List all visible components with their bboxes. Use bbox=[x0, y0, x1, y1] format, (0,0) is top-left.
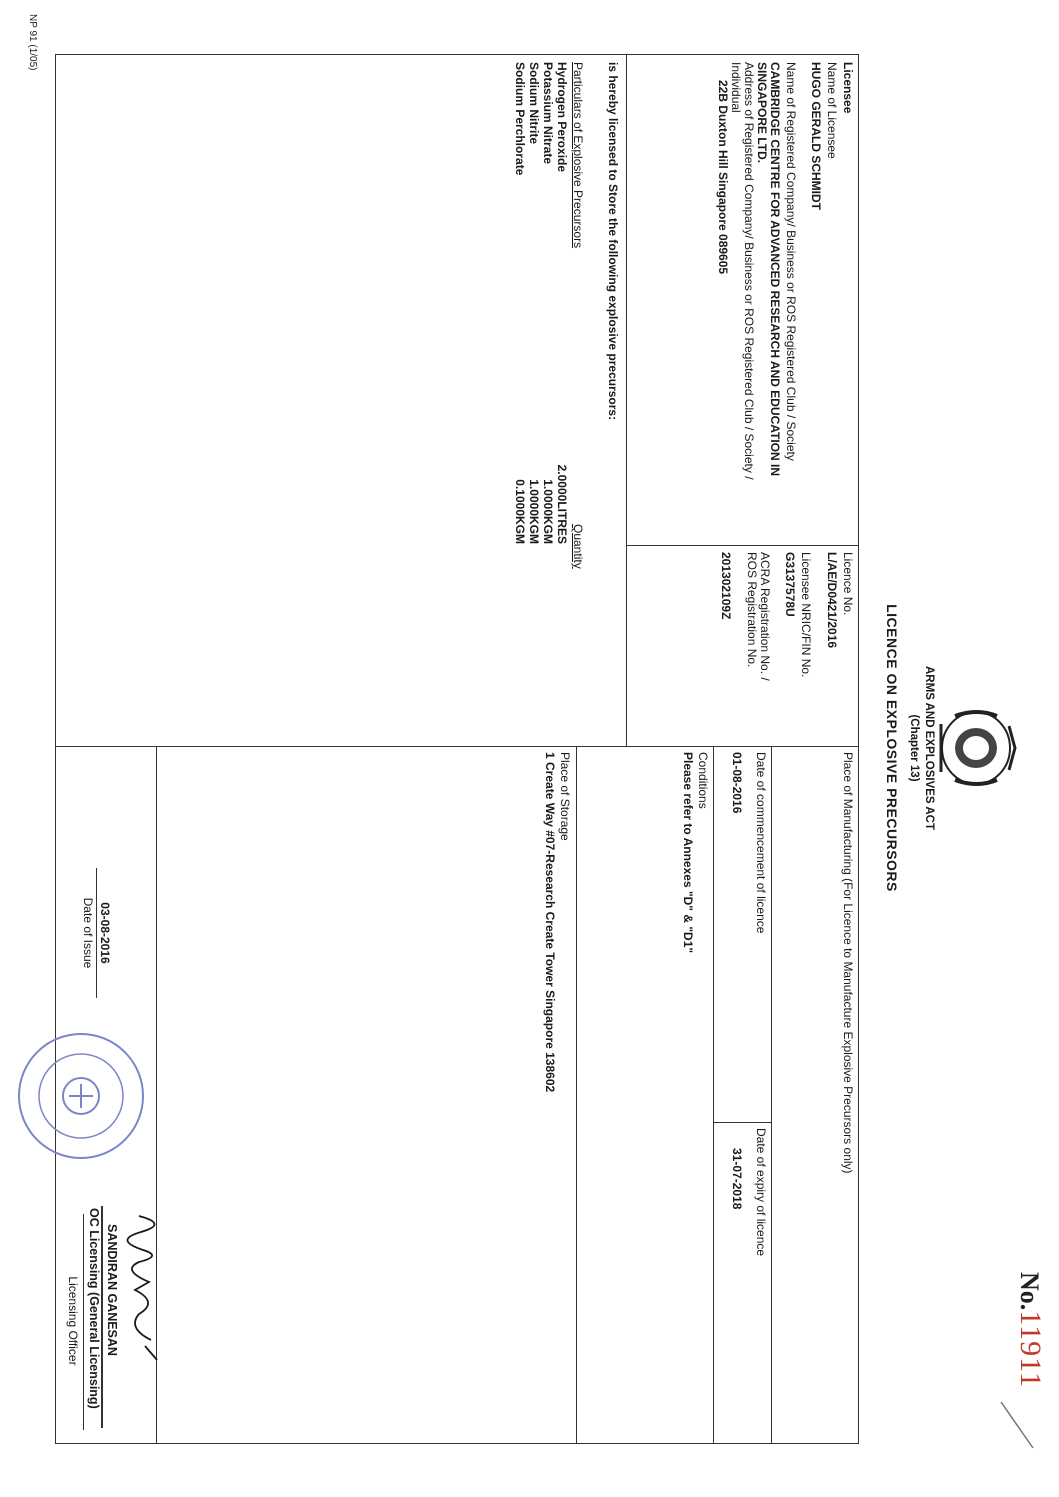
table-border-left bbox=[56, 54, 859, 55]
licensee-section-label: Licensee bbox=[841, 62, 855, 114]
precursor-name: Hydrogen Peroxide bbox=[555, 62, 569, 173]
row-divider-conditions bbox=[576, 746, 577, 1443]
precursor-quantity: 0.1000KGM bbox=[513, 479, 527, 544]
page-title: LICENCE ON EXPLOSIVE PRECURSORS bbox=[884, 604, 900, 892]
conditions-label: Conditions bbox=[696, 752, 710, 809]
col-divider-middle bbox=[56, 746, 859, 747]
quantity-header: Quantity bbox=[571, 524, 585, 569]
serial-prefix: No. bbox=[1015, 1272, 1044, 1311]
storage-intro: is hereby licensed to Store the following explosive precursors: bbox=[606, 62, 620, 421]
expiry-value: 31-07-2018 bbox=[730, 1148, 744, 1210]
acra-label-line2: ROS Registration No. bbox=[745, 552, 759, 668]
licence-no-label: Licence No. bbox=[841, 552, 855, 616]
chapter-title: (Chapter 13) bbox=[908, 714, 920, 782]
conditions-value: Please refer to Annexes "D" & "D1" bbox=[681, 752, 695, 954]
precursor-quantity: 2.0000LITRES bbox=[555, 464, 569, 544]
col-divider-licensee bbox=[627, 545, 859, 546]
manufacturing-label: Place of Manufacturing (For Licence to Manufacture Explosive Precursors only) bbox=[841, 752, 855, 1174]
commencement-value: 01-08-2016 bbox=[730, 752, 744, 814]
officer-name: SANDIRAN GANESAN bbox=[105, 1224, 119, 1356]
nric-value: G3137578U bbox=[783, 552, 797, 617]
table-border-bottom bbox=[55, 54, 56, 1444]
precursor-name: Sodium Nitrite bbox=[527, 62, 541, 145]
precursor-name: Sodium Perchlorate bbox=[513, 62, 527, 176]
signature-icon bbox=[109, 1210, 179, 1370]
acra-value: 201302109Z bbox=[719, 552, 733, 620]
issue-date-underline bbox=[96, 868, 97, 998]
licensee-name-value: HUGO GERALD SCHMIDT bbox=[809, 62, 823, 210]
expiry-label: Date of expiry of licence bbox=[754, 1128, 768, 1257]
serial-number-value: 11911 bbox=[1014, 1310, 1047, 1389]
serial-number bbox=[1013, 1272, 1047, 1388]
issue-date-label: Date of Issue bbox=[81, 897, 95, 969]
role-underline bbox=[83, 1214, 84, 1430]
police-stamp-icon bbox=[15, 1030, 147, 1162]
particulars-header: Particulars of Explosive Precursors bbox=[571, 62, 585, 249]
licence-no-value: L/AE/D0421/2016 bbox=[825, 552, 839, 649]
company-label: Name of Registered Company/ Business or ROS Registered Club / Society bbox=[784, 62, 798, 461]
form-code: NP 91 (1/05) bbox=[27, 14, 38, 71]
licensee-name-label: Name of Licensee bbox=[825, 62, 839, 159]
address-value: 22B Duxton Hill Singapore 089605 bbox=[716, 80, 730, 275]
pen-mark-icon bbox=[997, 1400, 1037, 1460]
act-title: ARMS AND EXPLOSIVES ACT bbox=[923, 666, 935, 830]
acra-label-line1: ACRA Registration No. / bbox=[758, 552, 772, 681]
state-crest-icon bbox=[935, 706, 1017, 790]
signature-underline bbox=[101, 1206, 103, 1428]
storage-value: 1 Create Way #07-Research Create Tower Singapore 138602 bbox=[543, 752, 557, 1093]
commencement-label: Date of commencement of licence bbox=[754, 752, 768, 934]
storage-label: Place of Storage bbox=[558, 752, 572, 841]
row-divider-dates bbox=[713, 746, 714, 1443]
col-divider-dates bbox=[714, 1122, 772, 1123]
officer-title: OC Licensing (General Licensing) bbox=[87, 1208, 101, 1409]
table-border-top bbox=[858, 54, 859, 1444]
company-name-line1: CAMBRIDGE CENTRE FOR ADVANCED RESEARCH AND EDUCATION IN bbox=[768, 62, 782, 477]
row-divider-left bbox=[626, 54, 627, 746]
officer-role-label: Licensing Officer bbox=[66, 1276, 80, 1366]
precursor-quantity: 1.0000KGM bbox=[527, 479, 541, 544]
address-label-line1: Address of Registered Company/ Business or ROS Registered Club / Society / bbox=[742, 62, 756, 480]
precursor-quantity: 1.0000KGM bbox=[541, 479, 555, 544]
table-border-right bbox=[56, 1443, 859, 1444]
address-label-line2: Individual bbox=[729, 62, 743, 113]
issue-date-value: 03-08-2016 bbox=[98, 902, 112, 964]
precursor-name: Potassium Nitrate bbox=[541, 62, 555, 165]
company-name-line2: SINGAPORE LTD. bbox=[755, 62, 769, 164]
row-divider-manufacturing bbox=[771, 746, 772, 1443]
nric-label: Licensee NRIC/FIN No. bbox=[799, 552, 813, 678]
